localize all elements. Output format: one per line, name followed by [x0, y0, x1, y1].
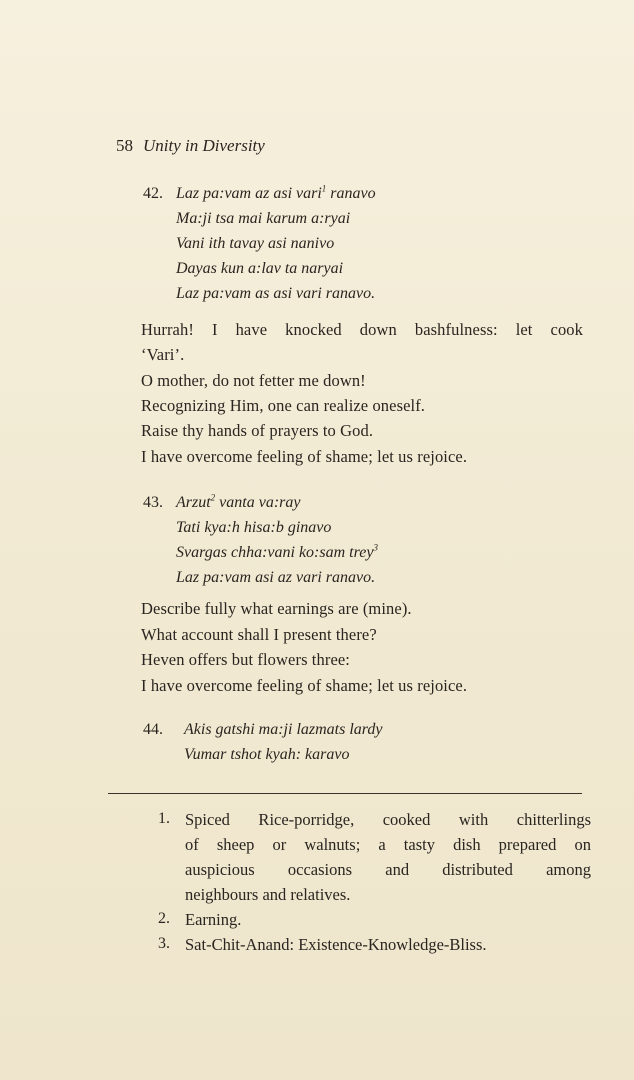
translation-line: Raise thy hands of prayers to God. — [141, 421, 374, 440]
verse-number: 43. — [143, 494, 163, 511]
translation-line: Recognizing Him, one can realize oneself. — [141, 396, 426, 415]
verse-number: 42. — [143, 185, 163, 202]
footnote-line: Spiced Rice-porridge, cooked with chitterlings — [185, 810, 591, 829]
translation-line: I have overcome feeling of shame; let us rejoice. — [141, 676, 468, 695]
kashmiri-line: Vani ith tavay asi nanivo — [176, 235, 335, 252]
kashmiri-line: Laz pa:vam az asi vari$^1$ ranavo — [176, 183, 376, 202]
footnote-number: 1. — [158, 810, 170, 827]
footnote-line: neighbours and relatives. — [185, 885, 351, 904]
translation-line: Describe fully what earnings are (mine). — [141, 599, 412, 618]
kashmiri-line: Tati kya:h hisa:b ginavo — [176, 519, 332, 536]
kashmiri-line: Arzut$^2$ vanta va:ray — [176, 492, 301, 511]
kashmiri-line: Laz pa:vam as asi vari ranavo. — [176, 285, 376, 302]
running-header — [116, 136, 265, 156]
footnote-number: 3. — [158, 935, 170, 952]
verse-number: 44. — [143, 721, 163, 738]
footnote-line: of sheep or walnuts; a tasty dish prepared on — [185, 835, 591, 854]
footnote-number: 2. — [158, 910, 170, 927]
footnote-line: Sat-Chit-Anand: Existence-Knowledge-Bliss. — [185, 935, 487, 954]
kashmiri-line: Akis gatshi ma:ji lazmats lardy — [184, 721, 383, 738]
translation-line: O mother, do not fetter me down! — [141, 371, 366, 390]
translation-line: Hurrah! I have knocked down bashfulness: let cook — [141, 320, 583, 339]
kashmiri-line: Svargas chha:vani ko:sam trey$^3$ — [176, 542, 378, 561]
translation-line: ‘Vari’. — [141, 345, 185, 364]
kashmiri-line: Ma:ji tsa mai karum a:ryai — [176, 210, 351, 227]
translation-line: What account shall I present there? — [141, 625, 377, 644]
book-title: Unity in Diversity — [143, 136, 265, 155]
footnote-line: auspicious occasions and distributed among — [185, 860, 591, 879]
page-number: 58 — [116, 136, 133, 155]
translation-line: I have overcome feeling of shame; let us rejoice. — [141, 447, 468, 466]
translation-line: Heven offers but flowers three: — [141, 650, 350, 669]
kashmiri-line: Dayas kun a:lav ta naryai — [176, 260, 344, 277]
kashmiri-line: Laz pa:vam asi az vari ranavo. — [176, 569, 376, 586]
footnote-divider — [108, 793, 582, 794]
footnote-line: Earning. — [185, 910, 242, 929]
kashmiri-line: Vumar tshot kyah: karavo — [184, 746, 350, 763]
